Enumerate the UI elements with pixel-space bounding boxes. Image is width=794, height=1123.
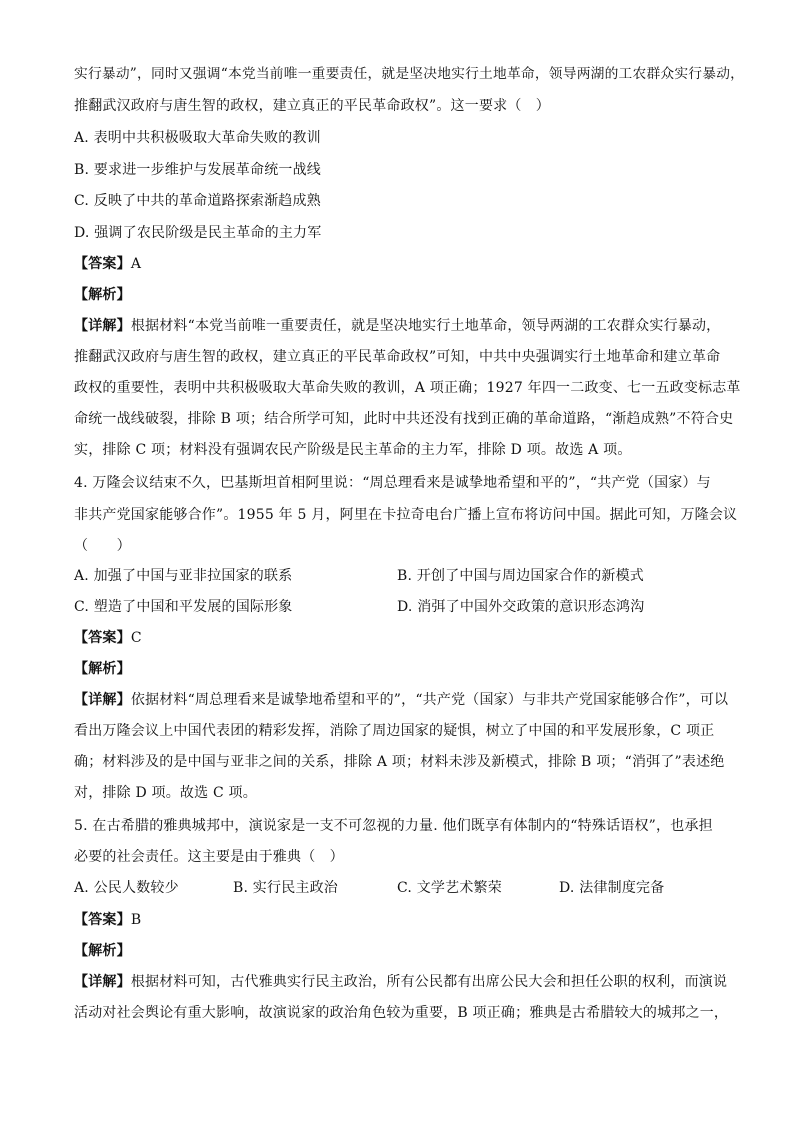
q3-answer	[74, 254, 141, 274]
analysis-tag: 【解析】	[74, 661, 131, 677]
detail-text: 根据材料可知，古代雅典实行民主政治，所有公民都有出席公民大会和担任公职的权利，而演说	[130, 974, 728, 990]
q4-answer	[74, 628, 142, 648]
q4-detail-line-4: 对，排除 D 项。故选 C 项。	[74, 785, 257, 801]
q4-option-c: C. 塑造了中国和平发展的国际形象	[74, 599, 293, 615]
detail-text: 依据材料“周总理看来是诚挚地希望和平的”，“共产党（国家）与非共产党国家能够合作”，可以	[130, 692, 729, 708]
analysis-tag: 【解析】	[74, 287, 131, 303]
q5-option-d: D. 法律制度完备	[559, 880, 665, 896]
q5-detail-line-1	[74, 972, 727, 992]
q5-option-a: A. 公民人数较少	[74, 880, 179, 896]
answer-value: B	[130, 912, 142, 928]
q4-stem-line-2: 非共产党国家能够合作”。1955 年 5 月，阿里在卡拉奇电台广播上宣布将访问中国。据此可知，万隆会议	[74, 507, 738, 523]
q3-analysis-tag	[74, 285, 131, 305]
q4-option-b: B. 开创了中国与周边国家合作的新模式	[397, 568, 644, 584]
q4-option-d: D. 消弭了中国外交政策的意识形态鸿沟	[397, 599, 645, 615]
q5-stem-line-2: 必要的社会责任。这主要是由于雅典（ ）	[74, 849, 344, 865]
q4-stem-line-3: （ ）	[74, 538, 131, 554]
q5-option-b: B. 实行民主政治	[233, 880, 338, 896]
q3-option-c: C. 反映了中共的革命道路探索渐趋成熟	[74, 193, 321, 209]
analysis-tag: 【解析】	[74, 943, 131, 959]
q5-answer	[74, 910, 141, 930]
q3-stem-line-1: 实行暴动”，同时又强调“本党当前唯一重要责任，就是坚决地实行土地革命，领导两湖的工农群众实行暴动，	[74, 66, 745, 82]
q3-detail-line-4: 命统一战线破裂，排除 B 项；结合所学可知，此时中共还没有找到正确的革命道路，“渐趋成熟”不符合史	[74, 411, 734, 427]
q4-detail-line-1	[74, 690, 728, 710]
detail-text: 根据材料“本党当前唯一重要责任，就是坚决地实行土地革命，领导两湖的工农群众实行暴动，	[130, 318, 721, 334]
q4-detail-line-2: 看出万隆会议上中国代表团的精彩发挥，消除了周边国家的疑惧，树立了中国的和平发展形象，C 项正	[74, 723, 715, 739]
answer-value: C	[130, 630, 142, 646]
q3-stem-line-2: 推翻武汉政府与唐生智的政权，建立真正的平民革命政权”。这一要求（ ）	[74, 98, 550, 114]
q4-detail-line-3: 确；材料涉及的是中国与亚非之间的关系，排除 A 项；材料未涉及新模式，排除 B 项；“消弭了”表述绝	[74, 754, 725, 770]
detail-tag: 【详解】	[74, 318, 131, 334]
detail-tag: 【详解】	[74, 692, 131, 708]
q3-option-d: D. 强调了农民阶级是民主革命的主力军	[74, 225, 322, 241]
q3-detail-line-2: 推翻武汉政府与唐生智的政权，建立真正的平民革命政权”可知，中共中央强调实行土地革命和建立革命	[74, 349, 721, 365]
q5-stem-line-1: 5. 在古希腊的雅典城邦中，演说家是一支不可忽视的力量. 他们既享有体制内的“特殊话语权”，也承担	[74, 818, 713, 834]
detail-tag: 【详解】	[74, 974, 131, 990]
q5-detail-line-2: 活动对社会舆论有重大影响，故演说家的政治角色较为重要，B 项正确；雅典是古希腊较大的城邦之一，	[74, 1005, 729, 1021]
q3-detail-line-3: 政权的重要性，表明中共积极吸取大革命失败的教训，A 项正确；1927 年四一二政变、七一五政变标志革	[74, 380, 741, 396]
q3-detail-line-1	[74, 316, 720, 336]
answer-tag: 【答案】	[74, 912, 131, 928]
q4-stem-line-1: 4. 万隆会议结束不久，巴基斯坦首相阿里说：“周总理看来是诚挚地希望和平的”，“共产党（国家）与	[74, 475, 711, 491]
q3-option-b: B. 要求进一步维护与发展革命统一战线	[74, 162, 321, 178]
answer-tag: 【答案】	[74, 630, 131, 646]
answer-value: A	[130, 256, 142, 272]
q4-analysis-tag	[74, 659, 131, 679]
q5-analysis-tag	[74, 941, 131, 961]
q4-option-a: A. 加强了中国与亚非拉国家的联系	[74, 568, 293, 584]
answer-tag: 【答案】	[74, 256, 131, 272]
q3-detail-line-5: 实，排除 C 项；材料没有强调农民产阶级是民主革命的主力军，排除 D 项。故选 A 项。	[74, 442, 632, 458]
q5-option-c: C. 文学艺术繁荣	[397, 880, 502, 896]
q3-option-a: A. 表明中共积极吸取大革命失败的教训	[74, 130, 321, 146]
